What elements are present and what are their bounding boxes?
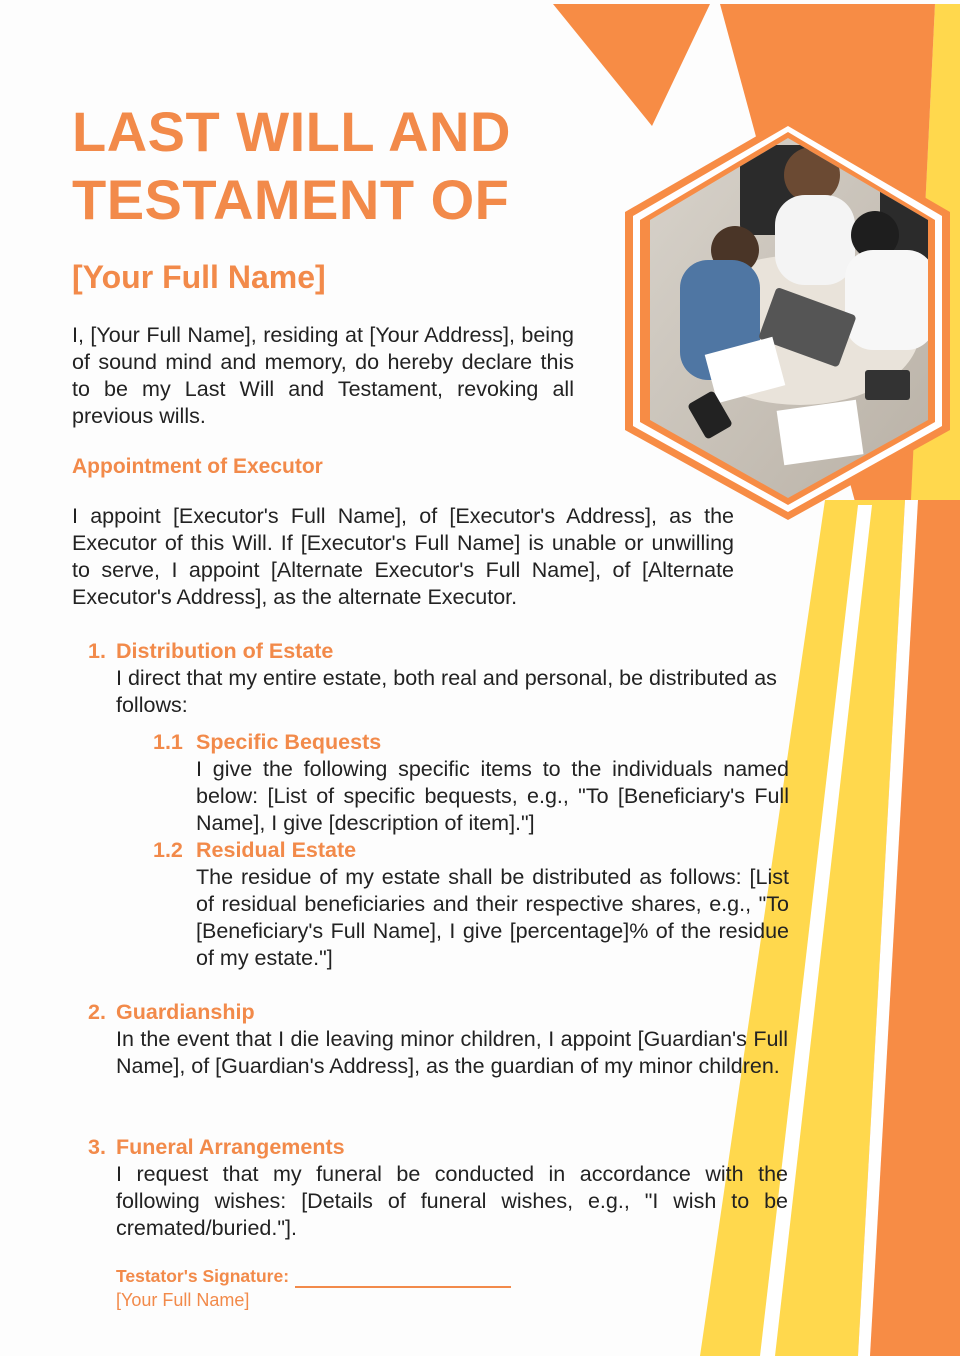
section-heading: Funeral Arrangements <box>116 1135 345 1159</box>
section-funeral <box>88 1134 788 1242</box>
subsection-text: I give the following specific items to the individuals named below: [List of specific bequests, e.g., "To [Beneficiary's Full Name], I give [description of item]."] <box>196 757 789 835</box>
signature-label: Testator's Signature: <box>116 1266 290 1286</box>
section-text: I direct that my entire estate, both real and personal, be distributed as follows: <box>116 666 777 717</box>
section-text: I request that my funeral be conducted in accordance with the following wishes: [Details of funeral wishes, e.g., "I wish to be cremated/buried."]. <box>116 1162 788 1240</box>
subsection-heading: Residual Estate <box>196 838 357 862</box>
section-number: 3. <box>88 1135 106 1159</box>
document-title <box>72 98 592 234</box>
executor-heading: Appointment of Executor <box>72 455 323 478</box>
subsection-specific-bequests <box>153 729 789 837</box>
section-heading: Guardianship <box>116 1000 255 1024</box>
section-guardianship <box>88 999 788 1080</box>
section-text: In the event that I die leaving minor children, I appoint [Guardian's Full Name], of [Guardian's Address], as the guardian of my minor children. <box>116 1027 788 1078</box>
section-number: 1. <box>88 639 106 663</box>
intro-paragraph: I, [Your Full Name], residing at [Your Address], being of sound mind and memory, do hereby declare this to be my Last Will and Testament, revoking all previous wills. <box>72 323 574 428</box>
subsection-heading: Specific Bequests <box>196 730 382 754</box>
signature-name: [Your Full Name] <box>116 1290 250 1310</box>
title-line-1: LAST WILL AND <box>72 100 511 163</box>
executor-paragraph: I appoint [Executor's Full Name], of [Executor's Address], as the Executor of this Will. If [Executor's Full Name] is unable or unwilling to serve, I appoint [Alternate Executor's Full Name], of [Alternate Executor's Address], as the alternate Executor. <box>72 504 734 609</box>
subsection-residual-estate <box>153 837 789 972</box>
section-distribution <box>88 638 786 719</box>
subsection-number: 1.1 <box>153 730 183 754</box>
signature-line[interactable] <box>295 1268 511 1288</box>
section-heading: Distribution of Estate <box>116 639 334 663</box>
testator-name: [Your Full Name] <box>72 259 326 295</box>
section-number: 2. <box>88 1000 106 1024</box>
signature-block <box>116 1264 511 1312</box>
subsection-text: The residue of my estate shall be distributed as follows: [List of residual beneficiaries and their respective shares, e.g., "To [Beneficiary's Full Name], I give [percentage]% of the residue of my estate."] <box>196 865 789 970</box>
subsection-number: 1.2 <box>153 838 183 862</box>
title-line-2: TESTAMENT OF <box>72 168 510 231</box>
